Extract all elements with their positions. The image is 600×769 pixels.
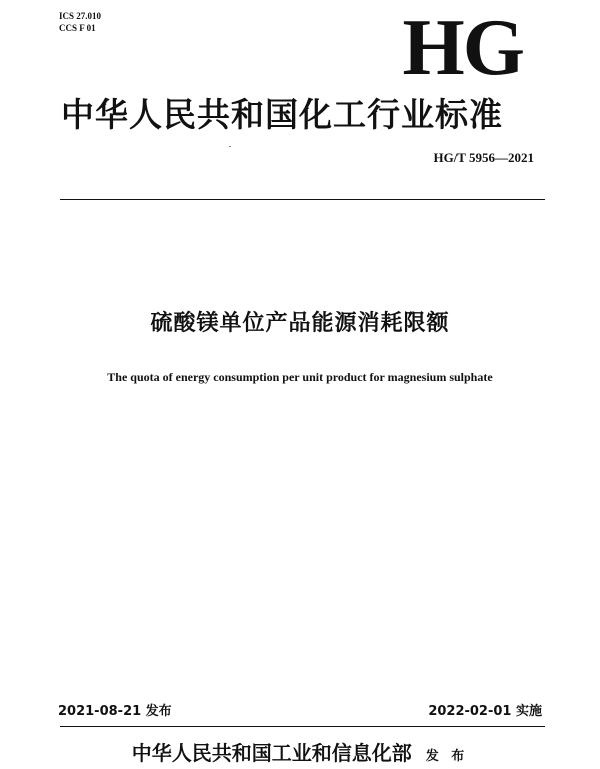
issuing-authority (0, 741, 600, 769)
issue-verb: 发 布 (425, 749, 469, 764)
issuer-name: 中华人民共和国工业和信息化部 (131, 741, 412, 765)
ics-code: ICS 27.010 (59, 11, 102, 21)
speck-mark (229, 146, 231, 147)
hg-logo: HG (402, 4, 523, 92)
standard-code: HG/T 5956—2021 (433, 150, 534, 165)
issue-date: 2021-08-21 发布 (58, 704, 172, 719)
document-title-en: The quota of energy consumption per unit product for magnesium sulphate (107, 370, 493, 384)
bottom-divider (60, 726, 545, 727)
top-divider (60, 199, 545, 200)
standard-category-name: 中华人民共和国化工行业标准 (61, 95, 503, 134)
ccs-code: CCS F 01 (59, 23, 96, 33)
document-title-zh: 硫酸镁单位产品能源消耗限额 (150, 311, 450, 336)
classification-codes (59, 10, 101, 34)
implementation-date: 2022-02-01 实施 (428, 704, 542, 719)
